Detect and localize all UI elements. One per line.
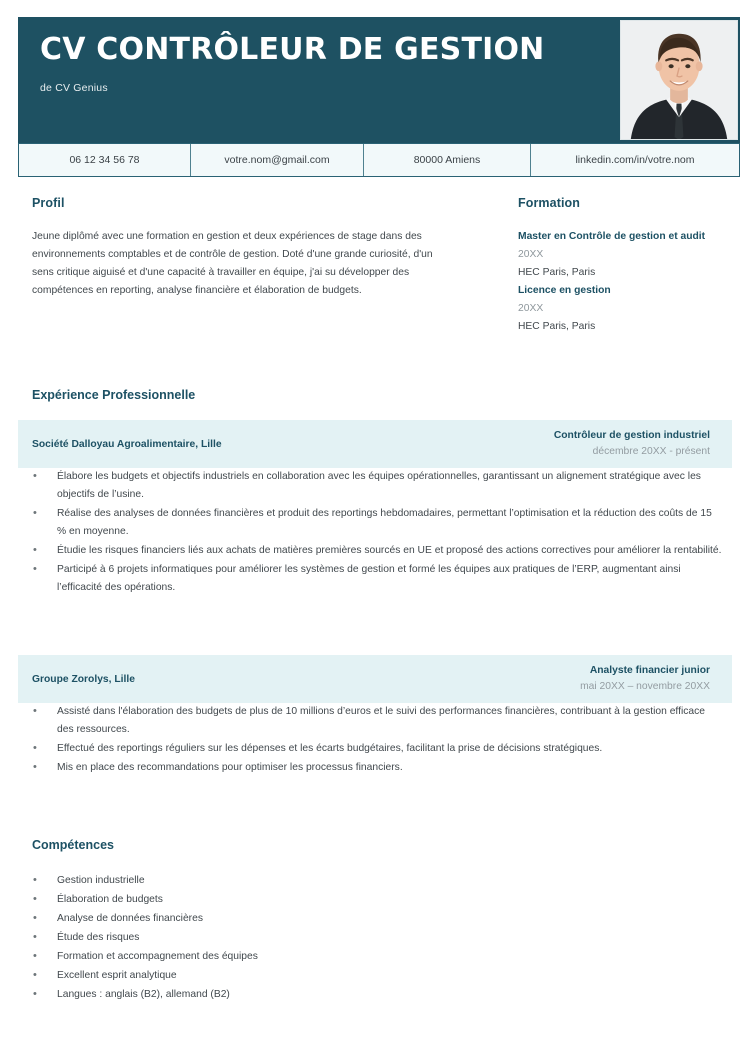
contact-email[interactable]: votre.nom@gmail.com [191, 144, 364, 176]
list-item: • Formation et accompagnement des équipes [0, 948, 750, 966]
profile-text: Jeune diplômé avec une formation en gestion et deux expériences de stage dans des environnements comptables et de contrôle de gestion. Doté d'une grande curiosité, d'un sens critique aiguisé et d'une capacité à travailler en équipe, j'ai su développer des compétences en reporting, analyse financière et élaboration de budgets. [32, 231, 433, 297]
experience-entry-2 [0, 655, 750, 778]
experience-company: Société Dalloyau Agroalimentaire, Lille [32, 438, 222, 450]
experience-bullet-list [0, 703, 750, 777]
list-item: • Participé à 6 projets informatiques pour améliorer les systèmes de gestion et formé les équipes aux pratiques de l’ERP, augmentant ainsi l’efficacité des opérations. [0, 561, 750, 597]
header-text-block [18, 17, 620, 143]
list-item: • Analyse de données financières [0, 910, 750, 928]
education-year: 20XX [518, 249, 544, 261]
contact-bar [18, 143, 740, 177]
education-degree: Master en Contrôle de gestion et audit [518, 231, 706, 242]
contact-phone[interactable]: 06 12 34 56 78 [19, 144, 191, 176]
list-item: • Langues : anglais (B2), allemand (B2) [0, 986, 750, 1004]
experience-dates: mai 20XX – novembre 20XX [580, 681, 710, 692]
list-item: • Réalise des analyses de données financières et produit des reportings hebdomadaires, permettant l’optimisation et la réduction des coûts de 15 % en moyenne. [0, 505, 750, 541]
education-entry [518, 282, 750, 336]
cv-header [18, 17, 740, 143]
profile-section-title: Profil [32, 196, 65, 210]
education-school: HEC Paris, Paris [518, 267, 596, 279]
contact-linkedin[interactable]: linkedin.com/in/votre.nom [575, 154, 695, 166]
list-item: • Mis en place des recommandations pour optimiser les processus financiers. [0, 759, 750, 777]
experience-section-title: Expérience Professionnelle [32, 388, 196, 402]
experience-meta [580, 663, 710, 696]
education-year: 20XX [518, 303, 544, 315]
experience-bullet-list [0, 468, 750, 597]
list-item: • Étude des risques [0, 929, 750, 947]
list-item: • Assisté dans l'élaboration des budgets de plus de 10 millions d’euros et le suivi des performances financières, contribuant à la gestion efficace des ressources. [0, 703, 750, 739]
page-title: CV CONTRÔLEUR DE GESTION [40, 32, 545, 67]
profile-section [0, 196, 460, 336]
education-school: HEC Paris, Paris [518, 321, 596, 333]
list-item: • Élabore les budgets et objectifs industriels en collaboration avec les équipes opérationnelles, garantissant un alignement stratégique avec les objectifs de l’usine. [0, 468, 750, 504]
skills-list [0, 872, 750, 1005]
education-degree: Licence en gestion [518, 285, 611, 297]
portrait-photo [620, 20, 738, 140]
experience-meta [554, 428, 710, 461]
list-item: • Gestion industrielle [0, 872, 750, 890]
experience-header-bar [18, 655, 732, 703]
top-columns [0, 196, 750, 336]
experience-entry-1 [0, 420, 750, 598]
experience-dates: décembre 20XX - présent [592, 446, 710, 457]
experience-company: Groupe Zorolys, Lille [32, 673, 135, 685]
skills-section-title: Compétences [32, 838, 114, 852]
experience-role: Contrôleur de gestion industriel [553, 429, 710, 441]
education-section [460, 196, 750, 336]
list-item: • Effectué des reportings réguliers sur les dépenses et les écarts budgétaires, facilitant la prise de décisions stratégiques. [0, 740, 750, 758]
experience-role: Analyste financier junior [589, 664, 710, 676]
contact-address[interactable]: 80000 Amiens [364, 144, 531, 176]
education-entry [518, 228, 750, 282]
portrait-photo-icon [621, 21, 737, 139]
list-item: • Élaboration de budgets [0, 891, 750, 909]
experience-header-bar [18, 420, 732, 468]
list-item: • Étudie les risques financiers liés aux achats de matières premières sourcés en UE et proposé des actions correctives pour améliorer la rentabilité. [0, 542, 750, 560]
education-section-title: Formation [518, 196, 581, 210]
page-subtitle: de CV Genius [40, 81, 108, 94]
list-item: • Excellent esprit analytique [0, 967, 750, 985]
